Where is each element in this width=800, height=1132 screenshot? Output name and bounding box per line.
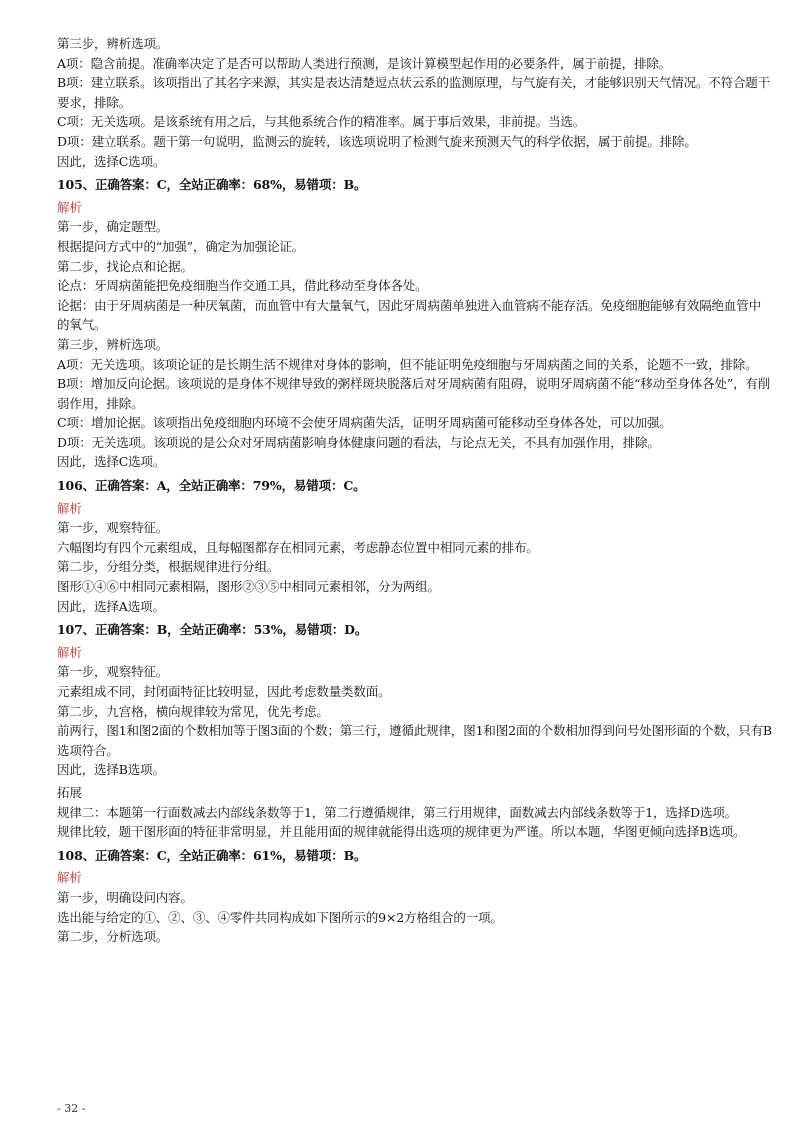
paragraph: A项：无关选项。该项论证的是长期生活不规律对身体的影响，但不能证明免疫细胞与牙周病菌之间的关系，论题不一致，排除。: [57, 356, 758, 372]
paragraph: B项：增加反向论据。该项说的是身体不规律导致的粥样斑块脱落后对牙周病菌有阻碍，说明牙周病菌不能“移动至身体各处”，有削弱作用，排除。: [57, 376, 771, 411]
paragraph: 第一步，明确设问内容。: [57, 889, 193, 905]
question-answer-heading: 107、正确答案：B，全站正确率：53%，易错项：D。: [57, 622, 368, 638]
paragraph: 第二步，分析选项。: [57, 929, 169, 945]
paragraph: 选出能与给定的①、②、③、④零件共同构成如下图所示的9×2方格组合的一项。: [57, 909, 503, 925]
paragraph: 第一步，观察特征。: [57, 520, 169, 536]
page-number: - 32 -: [57, 1102, 86, 1115]
question-answer-heading: 106、正确答案：A，全站正确率：79%，易错项：C。: [57, 478, 366, 494]
paragraph: 因此，选择C选项。: [57, 454, 166, 470]
analysis-label: 解析: [57, 500, 82, 516]
paragraph: 第三步，辨析选项。: [57, 36, 169, 51]
paragraph: 前两行，图1和图2面的个数相加等于图3面的个数；第三行，遵循此规律，图1和图2面的个数相加得到问号处图形面的个数，只有B选项符合。: [57, 723, 772, 758]
paragraph: 第三步，辨析选项。: [57, 336, 169, 352]
paragraph: C项：无关选项。是该系统有用之后，与其他系统合作的精准率。属于事后效果，非前提。当选。: [57, 114, 586, 130]
paragraph: 元素组成不同，封闭面特征比较明显，因此考虑数量类数面。: [57, 684, 391, 699]
extension-label: 拓展: [57, 784, 82, 800]
document-body: [57, 34, 773, 947]
paragraph: B项：建立联系。该项指出了其名字来源，其实是表达清楚逗点状云系的监测原理，与气旋有关，才能够识别天气情况。不符合题干要求，排除。: [57, 75, 770, 110]
paragraph: 第二步，找论点和论据。: [57, 258, 193, 274]
paragraph: 第二步，九宫格，横向规律较为常见，优先考虑。: [57, 703, 329, 719]
paragraph: 根据提问方式中的“加强”，确定为加强论证。: [57, 238, 305, 254]
paragraph: D项：无关选项。该项说的是公众对牙周病菌影响身体健康问题的看法，与论点无关，不具有加强作用，排除。: [57, 434, 660, 450]
paragraph: 因此，选择B选项。: [57, 762, 165, 778]
paragraph: C项：增加论据。该项指出免疫细胞内环境不会使牙周病菌失活，证明牙周病菌可能移动至身体各处，可以加强。: [57, 415, 672, 431]
paragraph: D项：建立联系。题干第一句说明，监测云的旋转，该选项说明了检测气旋来预测天气的科学依据，属于前提。排除。: [57, 133, 697, 149]
paragraph: 因此，选择C选项。: [57, 153, 166, 169]
paragraph: 论据：由于牙周病菌是一种厌氧菌，而血管中有大量氧气，因此牙周病菌单独进入血管病不能存活。免疫细胞能够有效隔绝血管中的氧气。: [57, 297, 761, 333]
paragraph: 第一步，确定题型。: [57, 219, 169, 235]
paragraph: 图形①④⑥中相同元素相隔，图形②③⑤中相同元素相邻，分为两组。: [57, 579, 440, 595]
paragraph: 规律比较，题干图形面的特征非常明显，并且能用面的规律就能得出选项的规律更为严谨。所以本题，华图更倾向选择B选项。: [57, 824, 746, 840]
question-answer-heading: 108、正确答案：C，全站正确率：61%，易错项：B。: [57, 847, 367, 863]
paragraph: 六幅图均有四个元素组成，且每幅图都存在相同元素，考虑静态位置中相同元素的排布。: [57, 539, 539, 555]
paragraph: 因此，选择A选项。: [57, 598, 165, 614]
paragraph: 第一步，观察特征。: [57, 664, 169, 680]
paragraph: A项：隐含前提。准确率决定了是否可以帮助人类进行预测，是该计算模型起作用的必要条件，属于前提，排除。: [57, 55, 672, 71]
paragraph: 规律二：本题第一行面数减去内部线条数等于1，第二行遵循规律，第三行用规律，面数减去内部线条数等于1，选择D选项。: [57, 804, 738, 820]
analysis-label: 解析: [57, 644, 82, 660]
analysis-label: 解析: [57, 870, 82, 886]
question-answer-heading: 105、正确答案：C，全站正确率：68%，易错项：B。: [57, 177, 367, 193]
paragraph: 第二步，分组分类，根据规律进行分组。: [57, 559, 280, 575]
analysis-label: 解析: [57, 199, 82, 215]
paragraph: 论点：牙周病菌能把免疫细胞当作交通工具，借此移动至身体各处。: [57, 278, 428, 294]
